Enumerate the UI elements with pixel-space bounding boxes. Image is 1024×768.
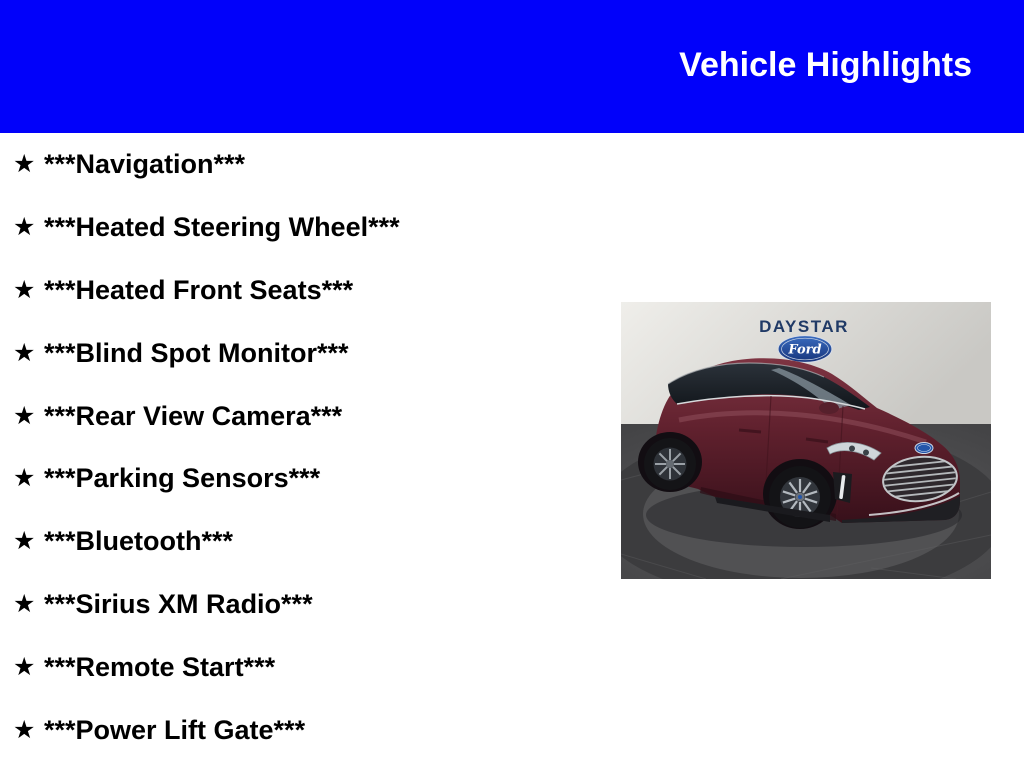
highlight-label: ***Heated Steering Wheel*** (44, 211, 400, 242)
highlight-label: ***Remote Start*** (44, 652, 276, 683)
dealer-name-text: DAYSTAR (759, 317, 849, 336)
side-mirror (819, 402, 839, 414)
highlight-label: ***Sirius XM Radio*** (44, 589, 313, 620)
highlights-list (0, 133, 620, 762)
star-bullet-icon: ★ (13, 338, 36, 367)
star-bullet-icon: ★ (13, 149, 36, 178)
highlight-label: ***Blind Spot Monitor*** (44, 337, 349, 368)
showroom-illustration (621, 302, 991, 579)
ford-logo-icon (778, 336, 832, 363)
star-bullet-icon: ★ (13, 464, 36, 493)
highlight-item (0, 133, 620, 196)
star-bullet-icon: ★ (13, 653, 36, 682)
star-bullet-icon: ★ (13, 590, 36, 619)
highlight-item (0, 699, 620, 762)
highlight-item (0, 447, 620, 510)
vehicle-photo (621, 302, 991, 579)
highlight-item (0, 322, 620, 385)
header-bar (0, 0, 1024, 133)
hood-ford-badge-icon (915, 443, 933, 454)
highlight-item (0, 636, 620, 699)
star-bullet-icon: ★ (13, 527, 36, 556)
highlight-label: ***Parking Sensors*** (44, 463, 321, 494)
star-bullet-icon: ★ (13, 212, 36, 241)
highlight-item (0, 510, 620, 573)
highlight-label: ***Power Lift Gate*** (44, 714, 306, 745)
highlight-label: ***Bluetooth*** (44, 526, 234, 557)
highlight-label: ***Rear View Camera*** (44, 400, 343, 431)
page-title: Vehicle Highlights (679, 46, 972, 84)
highlight-label: ***Navigation*** (44, 148, 246, 179)
highlight-item (0, 573, 620, 636)
highlight-label: ***Heated Front Seats*** (44, 274, 354, 305)
highlight-item (0, 385, 620, 448)
ford-logo-text: Ford (788, 342, 822, 358)
star-bullet-icon: ★ (13, 715, 36, 744)
highlight-item (0, 259, 620, 322)
rear-wheel (644, 438, 696, 490)
star-bullet-icon: ★ (13, 401, 36, 430)
highlight-item (0, 196, 620, 259)
star-bullet-icon: ★ (13, 275, 36, 304)
